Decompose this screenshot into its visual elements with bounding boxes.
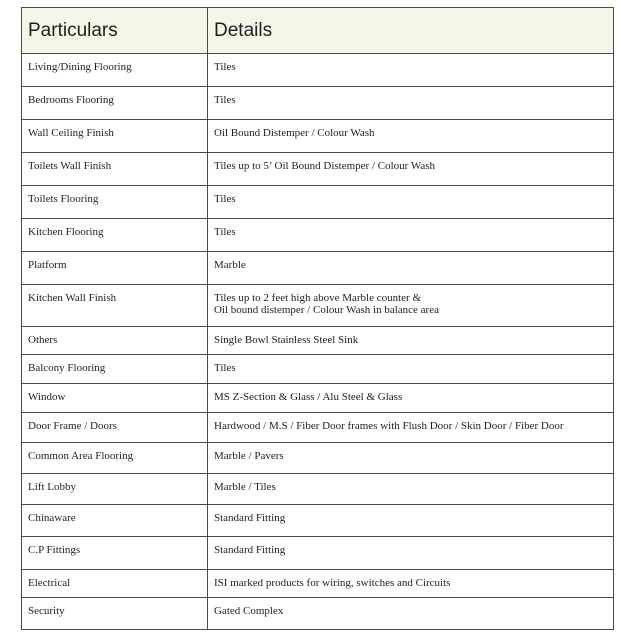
details-cell <box>208 252 614 285</box>
details-cell <box>208 327 614 355</box>
table-row <box>22 355 614 384</box>
particular-cell: Door Frame / Doors <box>22 413 208 443</box>
column-header-details: Details <box>208 8 614 54</box>
details-cell <box>208 54 614 87</box>
details-line: Tiles up to 5’ Oil Bound Distemper / Colour Wash <box>214 160 436 172</box>
table-row <box>22 252 614 285</box>
details-cell <box>208 598 614 630</box>
details-cell <box>208 443 614 474</box>
particular-cell: Window <box>22 384 208 413</box>
particular-cell: Toilets Flooring <box>22 186 208 219</box>
details-line: Standard Fitting <box>214 512 286 524</box>
particular-cell: Kitchen Flooring <box>22 219 208 252</box>
particular-cell: Kitchen Wall Finish <box>22 285 208 327</box>
details-cell <box>208 285 614 327</box>
table-row <box>22 327 614 355</box>
details-line: Oil Bound Distemper / Colour Wash <box>214 127 375 139</box>
particular-cell: Electrical <box>22 570 208 598</box>
details-line: Tiles <box>214 362 236 374</box>
particular-cell: Common Area Flooring <box>22 443 208 474</box>
details-cell <box>208 537 614 570</box>
table-row <box>22 219 614 252</box>
details-cell <box>208 570 614 598</box>
particular-cell: Others <box>22 327 208 355</box>
details-cell <box>208 153 614 186</box>
column-header-particulars: Particulars <box>22 8 208 54</box>
particular-cell: Wall Ceiling Finish <box>22 120 208 153</box>
details-line: Single Bowl Stainless Steel Sink <box>214 334 359 346</box>
details-line: Standard Fitting <box>214 544 286 556</box>
particular-cell: Security <box>22 598 208 630</box>
table-row <box>22 186 614 219</box>
table-row <box>22 537 614 570</box>
details-line: Tiles <box>214 226 236 238</box>
details-cell <box>208 505 614 537</box>
details-cell <box>208 120 614 153</box>
table-row <box>22 570 614 598</box>
particular-cell: Living/Dining Flooring <box>22 54 208 87</box>
details-line: Marble / Pavers <box>214 450 284 462</box>
table-row <box>22 54 614 87</box>
particular-cell: Platform <box>22 252 208 285</box>
details-cell <box>208 87 614 120</box>
details-line: Oil bound distemper / Colour Wash in balance area <box>214 304 439 316</box>
table-row <box>22 505 614 537</box>
details-cell <box>208 186 614 219</box>
particular-cell: Balcony Flooring <box>22 355 208 384</box>
particular-cell: Bedrooms Flooring <box>22 87 208 120</box>
details-line: Marble / Tiles <box>214 481 276 493</box>
specifications-table <box>21 7 614 630</box>
table-row <box>22 443 614 474</box>
details-cell <box>208 355 614 384</box>
table-row <box>22 87 614 120</box>
table-row <box>22 285 614 327</box>
details-cell <box>208 219 614 252</box>
table-row <box>22 598 614 630</box>
details-line: Tiles up to 2 feet high above Marble counter & <box>214 292 422 304</box>
table-row <box>22 474 614 505</box>
particular-cell: Lift Lobby <box>22 474 208 505</box>
details-line: Gated Complex <box>214 605 284 617</box>
details-line: Tiles <box>214 94 236 106</box>
details-line: Marble <box>214 259 246 271</box>
table-header-row <box>22 8 614 54</box>
table-row <box>22 384 614 413</box>
table-row <box>22 120 614 153</box>
details-line: Tiles <box>214 193 236 205</box>
details-cell <box>208 384 614 413</box>
details-cell <box>208 474 614 505</box>
details-line: Tiles <box>214 61 236 73</box>
particular-cell: C.P Fittings <box>22 537 208 570</box>
details-line: Hardwood / M.S / Fiber Door frames with Flush Door / Skin Door / Fiber Door <box>214 420 564 432</box>
details-cell <box>208 413 614 443</box>
particular-cell: Chinaware <box>22 505 208 537</box>
table-row <box>22 153 614 186</box>
table-body <box>22 54 614 630</box>
details-line: ISI marked products for wiring, switches and Circuits <box>214 577 451 589</box>
details-line: MS Z-Section & Glass / Alu Steel & Glass <box>214 391 403 403</box>
table-row <box>22 413 614 443</box>
particular-cell: Toilets Wall Finish <box>22 153 208 186</box>
